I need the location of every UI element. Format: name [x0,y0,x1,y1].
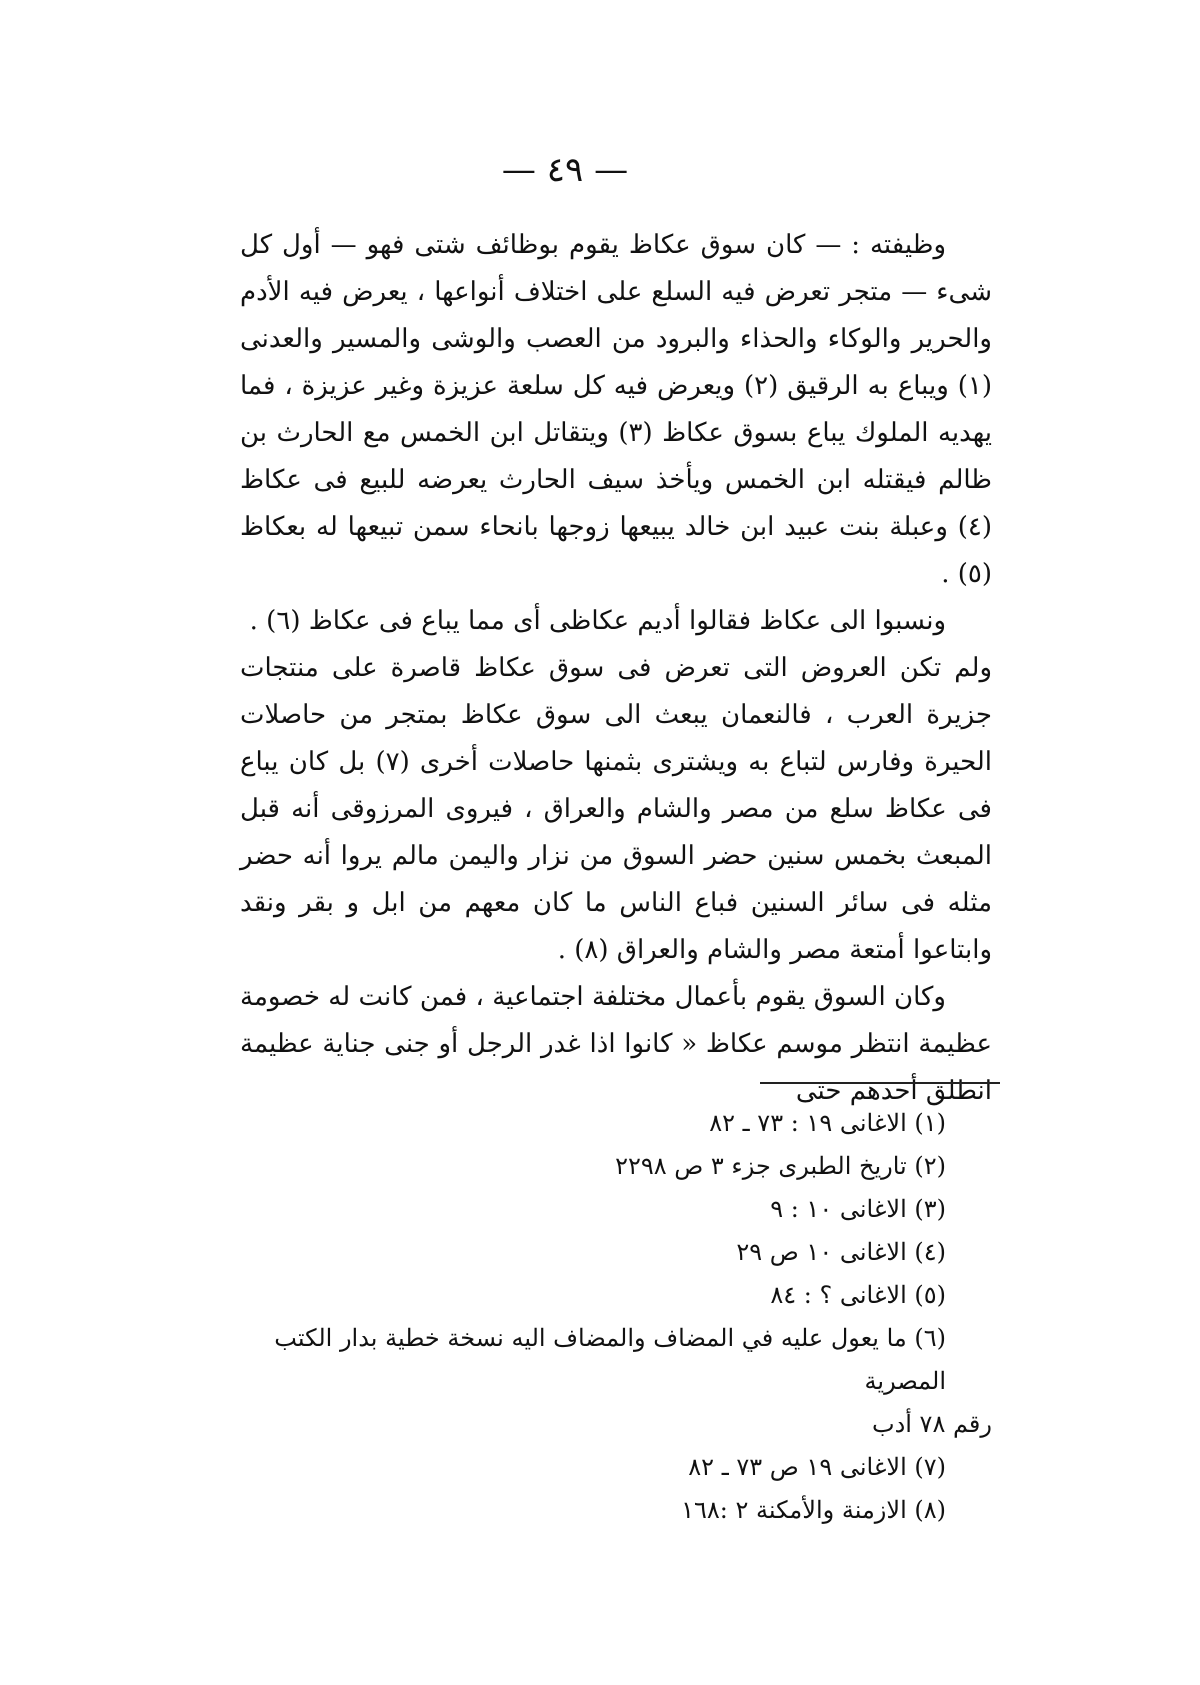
paragraph-okazi-leather: ونسبوا الى عكاظ فقالوا أديم عكاظى أى مما يباع فى عكاظ (٦) . [249,606,946,636]
paragraph-foreign-goods: ولم تكن العروض التى تعرض فى سوق عكاظ قاصرة على منتجات جزيرة العرب ، فالنعمان يبعث الى سوق عكاظ بمتجر من حاصلات الحيرة وفارس لتباع به ويشترى بثمنها حاصلات أخرى (٧) بل كان يباع فى عكاظ سلع من مصر والشام والعراق ، فيروى المرزوقى أنه قبل المبعث بخمس سنين حضر السوق من نزار واليمن مالم يروا أنه حضر مثله فى سائر السنين فباع الناس ما كان معهم من ابل و بقر ونقد وابتاعوا أمتعة مصر والشام والعراق (٨) . [240,653,992,965]
footnote-8: (٨) الازمنة والأمكنة ٢ :١٦٨ [681,1496,946,1524]
footnote-7: (٧) الاغانى ١٩ ص ٧٣ ـ ٨٢ [688,1453,946,1481]
footnote-3: (٣) الاغانى ١٠ : ٩ [770,1195,946,1223]
footnote-1: (١) الاغانى ١٩ : ٧٣ ـ ٨٢ [709,1109,946,1137]
footnote-6-continuation: رقم ٧٨ أدب [871,1410,992,1438]
footnote-5: (٥) الاغانى ؟ : ٨٤ [770,1281,946,1309]
paragraph-functions: وظيفته : — كان سوق عكاظ يقوم بوظائف شتى فهو — أول كل شىء — متجر تعرض فيه السلع على اختلاف أنواعها ، يعرض فيه الأدم والحرير والوكاء والحذاء والبرود من العصب والوشى والمسير والعدنى (١) ويباع به الرقيق (٢) ويعرض فيه كل سلعة عزيزة وغير عزيزة ، فما يهديه الملوك يباع بسوق عكاظ (٣) ويتقاتل ابن الخمس مع الحارث بن ظالم فيقتله ابن الخمس ويأخذ سيف الحارث يعرضه للبيع فى عكاظ (٤) وعبلة بنت عبيد ابن خالد يبيعها زوجها بانحاء سمن تبيعها له بعكاظ (٥) . [240,230,993,589]
footnote-4: (٤) الاغانى ١٠ ص ٢٩ [736,1238,946,1266]
footnote-6: (٦) ما يعول عليه في المضاف والمضاف اليه نسخة خطية بدار الكتب المصرية [274,1324,946,1395]
paragraph-social-functions: وكان السوق يقوم بأعمال مختلفة اجتماعية ، فمن كانت له خصومة عظيمة انتظر موسم عكاظ « كانوا اذا غدر الرجل أو جنى جناية عظيمة انطلق أحدهم حتى [240,982,992,1106]
page-number: — ٤٩ — [501,150,629,190]
main-text [240,222,992,1115]
footnotes [240,1102,992,1532]
footnote-separator [760,1082,1000,1084]
footnote-2: (٢) تاريخ الطبرى جزء ٣ ص ٢٢٩٨ [615,1152,946,1180]
